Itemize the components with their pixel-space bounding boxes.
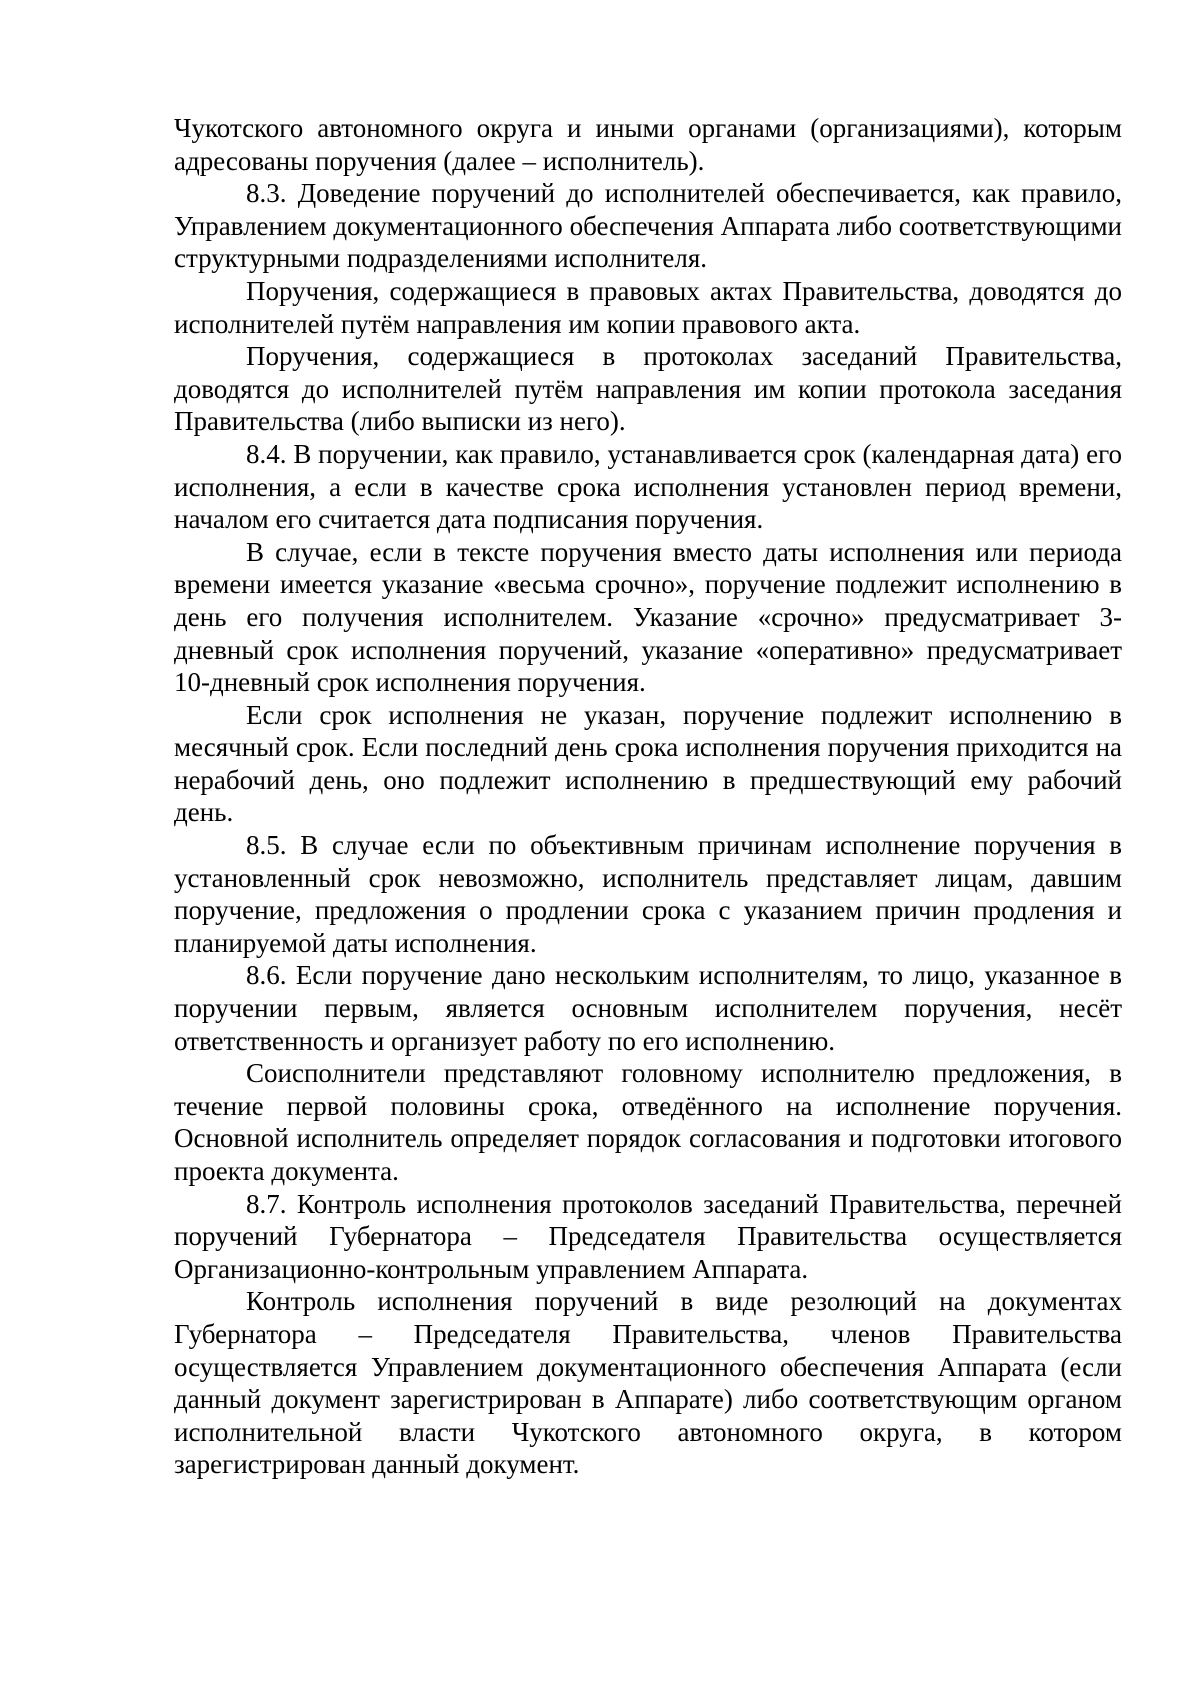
document-body: [174, 112, 1122, 1481]
paragraph-legal-acts: Поручения, содержащиеся в правовых актах Правительства, доводятся до исполнителей путём направления им копии правового акта.: [174, 275, 1122, 339]
paragraph-co-executors: Соисполнители представляют головному исполнителю предложения, в течение первой половины срока, отведённого на исполнение поручения. Основной исполнитель определяет порядок согласования и подготовки итогового проекта документа.: [174, 1058, 1122, 1186]
paragraph-8-3: 8.3. Доведение поручений до исполнителей обеспечивается, как правило, Управлением документационного обеспечения Аппарата либо соответствующими структурными подразделениями исполнителя.: [174, 178, 1122, 274]
paragraph-8-4: 8.4. В поручении, как правило, устанавливается срок (календарная дата) его исполнения, а если в качестве срока исполнения установлен период времени, началом его считается дата подписания поручения.: [174, 438, 1122, 535]
paragraph-8-7: 8.7. Контроль исполнения протоколов заседаний Правительства, перечней поручений Губернатора – Председателя Правительства осуществляется Организационно-контрольным управлением Аппарата.: [174, 1188, 1122, 1284]
paragraph-resolution-control: Контроль исполнения поручений в виде резолюций на документах Губернатора – Председателя Правительства, членов Правительства осуществляется Управлением документационного обеспечения Аппарата (если данный документ зарегистрирован в Аппарате) либо соответствующим органом исполнительной власти Чукотского автономного округа, в котором зарегистрирован данный документ.: [174, 1286, 1122, 1480]
paragraph-urgency: В случае, если в тексте поручения вместо даты исполнения или периода времени имеется указание «весьма срочно», поручение подлежит исполнению в день его получения исполнителем. Указание «срочно» предусматривает 3-дневный срок исполнения поручений, указание «оперативно» предусматривает 10-дневный срок исполнения поручения.: [174, 536, 1122, 698]
paragraph-8-6: 8.6. Если поручение дано нескольким исполнителям, то лицо, указанное в поручении первым, является основным исполнителем поручения, несёт ответственность и организует работу по его исполнению.: [174, 960, 1122, 1056]
paragraph-monthly-term: Если срок исполнения не указан, поручение подлежит исполнению в месячный срок. Если последний день срока исполнения поручения приходится на нерабочий день, оно подлежит исполнению в предшествующий ему рабочий день.: [174, 699, 1122, 828]
paragraph-continuation: Чукотского автономного округа и иными органами (организациями), которым адресованы поручения (далее – исполнитель).: [174, 113, 1122, 176]
paragraph-8-5: 8.5. В случае если по объективным причинам исполнение поручения в установленный срок невозможно, исполнитель представляет лицам, давшим поручение, предложения о продлении срока с указанием причин продления и планируемой даты исполнения.: [174, 830, 1122, 958]
paragraph-protocols: Поручения, содержащиеся в протоколах заседаний Правительства, доводятся до исполнителей путём направления им копии протокола заседания Правительства (либо выписки из него).: [174, 341, 1122, 437]
